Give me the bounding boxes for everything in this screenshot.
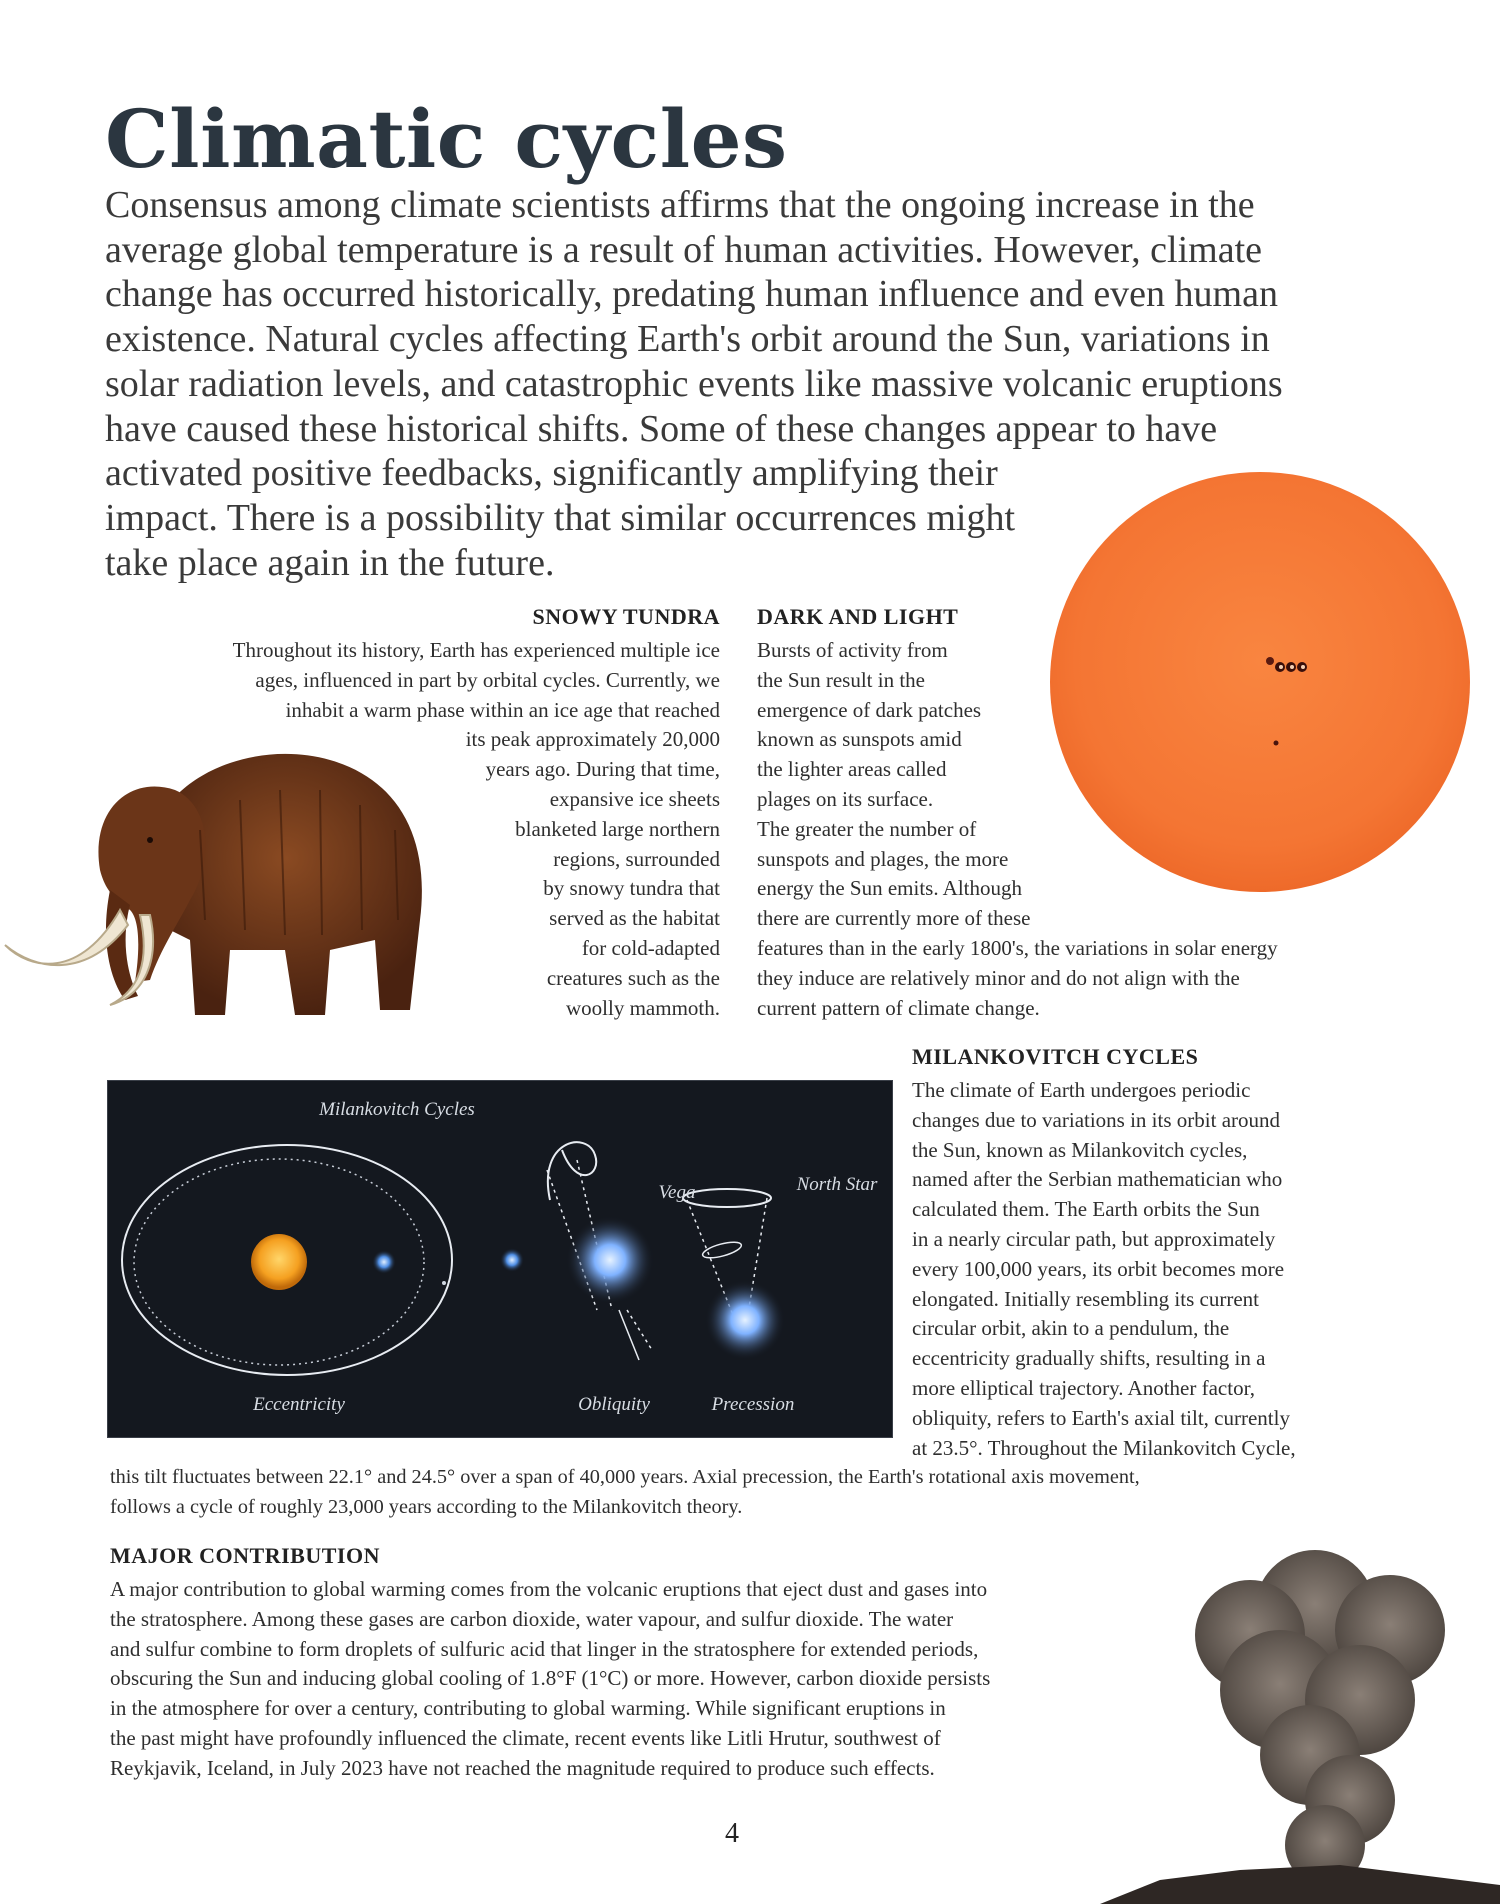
dark-and-light-text — [757, 636, 1278, 1023]
text-line: served as the habitat — [549, 906, 720, 931]
milankovitch-text-continued — [110, 1463, 1140, 1523]
text-line: regions, surrounded — [553, 846, 720, 871]
label-north-star: North Star — [796, 1174, 878, 1195]
text-line: woolly mammoth. — [566, 995, 720, 1020]
text-line: known as sunspots amid — [757, 727, 962, 752]
intro-line: have caused these historical shifts. Some of these changes appear to have — [105, 407, 1218, 450]
major-contribution-heading: MAJOR CONTRIBUTION — [110, 1543, 380, 1568]
text-line: the stratosphere. Among these gases are carbon dioxide, water vapour, and sulfur dioxide. The water — [110, 1606, 954, 1631]
text-line: named after the Serbian mathematician who — [912, 1167, 1283, 1192]
text-line: obliquity, refers to Earth's axial tilt, currently — [912, 1405, 1290, 1430]
snowy-tundra-heading: SNOWY TUNDRA — [532, 604, 720, 629]
intro-line: Consensus among climate scientists affirms that the ongoing increase in the — [105, 184, 1255, 226]
text-line: the past might have profoundly influenced the climate, recent events like Litli Hrutur, southwest of — [110, 1725, 941, 1750]
major-contribution-text — [110, 1575, 990, 1784]
intro-line: solar radiation levels, and catastrophic events like massive volcanic eruptions — [105, 362, 1283, 405]
label-eccentricity: Eccentricity — [253, 1394, 345, 1415]
label-obliquity: Obliquity — [578, 1394, 650, 1415]
text-line: Throughout its history, Earth has experienced multiple ice — [232, 638, 720, 662]
text-line: this tilt fluctuates between 22.1° and 24.5° over a span of 40,000 years. Axial precession, the Earth's rotational axis movement, — [110, 1466, 1140, 1488]
text-line: the Sun result in the — [757, 667, 925, 692]
earth-precession-icon — [705, 1280, 785, 1360]
text-line: years ago. During that time, — [485, 757, 720, 782]
sun-icon — [251, 1234, 307, 1290]
text-line: The climate of Earth undergoes periodic — [912, 1078, 1251, 1102]
milankovitch-heading: MILANKOVITCH CYCLES — [912, 1044, 1199, 1069]
text-line: creatures such as the — [546, 965, 720, 990]
text-line: features than in the early 1800's, the variations in solar energy — [757, 935, 1278, 960]
page-title: Climatic cycles — [105, 92, 788, 186]
text-line: plages on its surface. — [757, 786, 934, 811]
diagram-title: Milankovitch Cycles — [319, 1099, 475, 1120]
milankovitch-diagram — [107, 1080, 893, 1438]
intro-line: existence. Natural cycles affecting Earth's orbit around the Sun, variations in — [105, 318, 1270, 361]
text-line: expansive ice sheets — [549, 786, 720, 811]
text-line: the lighter areas called — [757, 757, 947, 782]
text-line: energy the Sun emits. Although — [757, 876, 1023, 901]
text-line: Bursts of activity from — [757, 638, 948, 662]
text-line: more elliptical trajectory. Another factor, — [912, 1375, 1255, 1400]
snowy-tundra-text — [100, 636, 720, 1023]
label-vega: Vega — [658, 1182, 696, 1203]
text-line: blanketed large northern — [515, 816, 720, 841]
text-line: current pattern of climate change. — [757, 995, 1040, 1020]
text-line: Reykjavik, Iceland, in July 2023 have not reached the magnitude required to produce such effects. — [110, 1755, 935, 1780]
text-line: eccentricity gradually shifts, resulting in a — [912, 1346, 1266, 1371]
text-line: follows a cycle of roughly 23,000 years according to the Milankovitch theory. — [110, 1495, 743, 1518]
text-line: there are currently more of these — [757, 906, 1031, 931]
text-line: by snowy tundra that — [543, 876, 720, 901]
text-line: its peak approximately 20,000 — [465, 727, 720, 752]
label-precession: Precession — [711, 1394, 795, 1415]
text-line: obscuring the Sun and inducing global cooling of 1.8°F (1°C) or more. However, carbon dioxide persists — [110, 1666, 991, 1691]
text-line: A major contribution to global warming comes from the volcanic eruptions that eject dust and gases into — [110, 1577, 988, 1601]
text-line: they induce are relatively minor and do not align with the — [757, 965, 1240, 990]
volcanic-plume-image — [1100, 1540, 1500, 1904]
text-line: calculated them. The Earth orbits the Sun — [912, 1197, 1260, 1222]
text-line: for cold-adapted — [581, 935, 720, 960]
milankovitch-text — [912, 1076, 1296, 1463]
text-line: at 23.5°. Throughout the Milankovitch Cycle, — [912, 1435, 1296, 1460]
intro-line: take place again in the future. — [105, 541, 555, 584]
text-line: The greater the number of — [757, 816, 977, 841]
text-line: elongated. Initially resembling its current — [912, 1286, 1259, 1311]
text-line: circular orbit, akin to a pendulum, the — [912, 1316, 1230, 1341]
intro-line: activated positive feedbacks, significantly amplifying their — [105, 452, 998, 495]
dark-and-light-heading: DARK AND LIGHT — [757, 604, 959, 629]
text-line: changes due to variations in its orbit around — [912, 1107, 1281, 1132]
text-line: ages, influenced in part by orbital cycles. Currently, we — [255, 667, 720, 692]
text-line: sunspots and plages, the more — [757, 846, 1009, 871]
intro-line: change has occurred historically, predating human influence and even human — [105, 273, 1278, 316]
text-line: and sulfur combine to form droplets of sulfuric acid that linger in the stratosphere for extended periods, — [110, 1636, 979, 1661]
text-line: the Sun, known as Milankovitch cycles, — [912, 1137, 1248, 1162]
text-line: emergence of dark patches — [757, 697, 982, 722]
page-number: 4 — [725, 1818, 739, 1849]
text-line: in a nearly circular path, but approximately — [912, 1226, 1276, 1251]
text-line: inhabit a warm phase within an ice age that reached — [285, 697, 720, 722]
text-line: in the atmosphere for over a century, contributing to global warming. While significant eruptions in — [110, 1696, 946, 1721]
earth-obliquity-icon — [566, 1216, 654, 1304]
intro-line: average global temperature is a result of human activities. However, climate — [105, 228, 1263, 271]
intro-line: impact. There is a possibility that similar occurrences might — [105, 496, 1016, 539]
text-line: every 100,000 years, its orbit becomes more — [912, 1256, 1285, 1281]
